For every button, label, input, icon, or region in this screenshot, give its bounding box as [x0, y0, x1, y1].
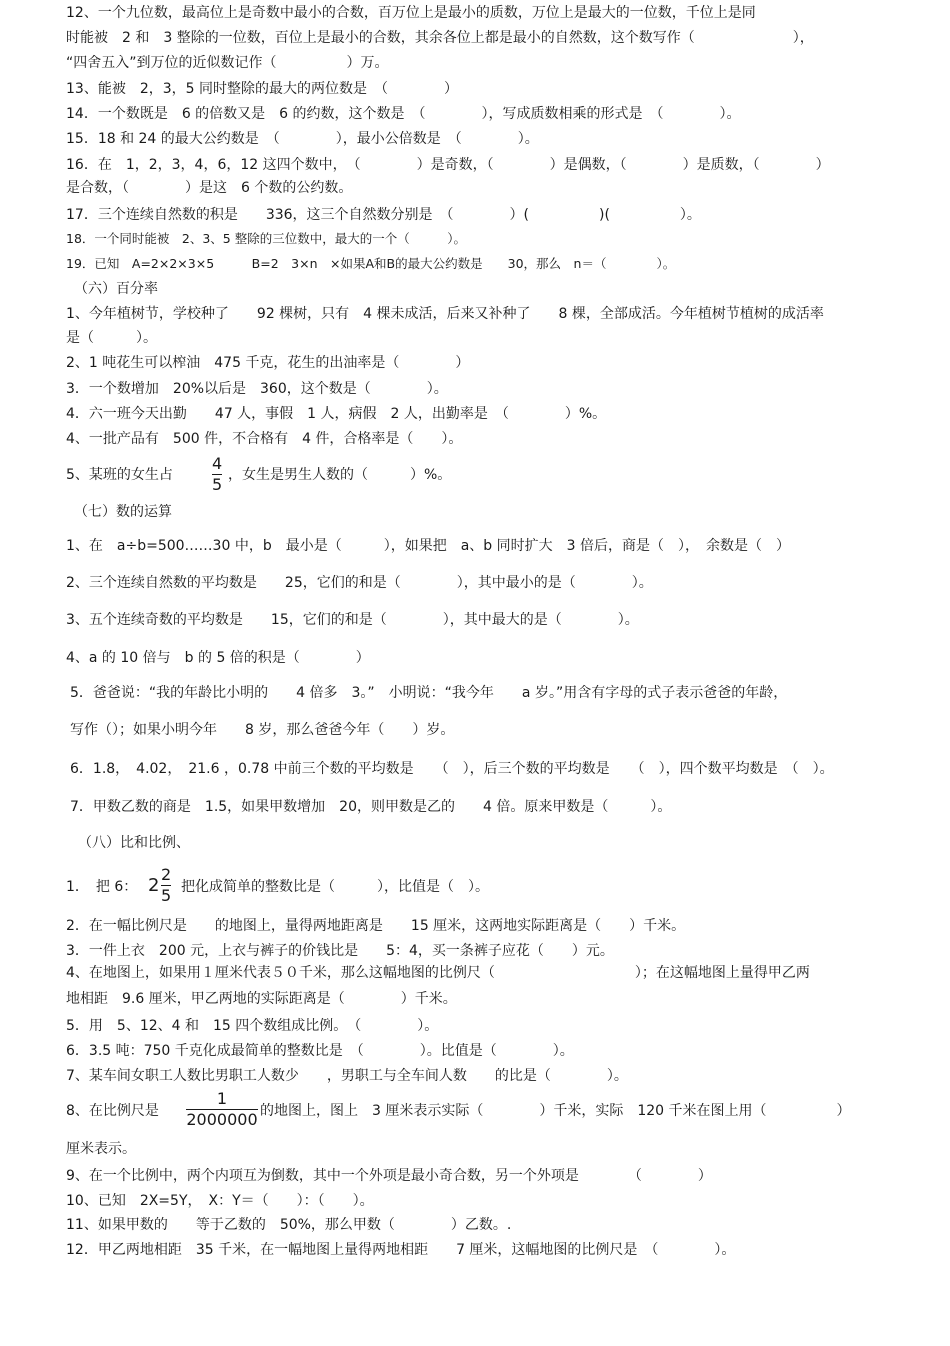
q12-line1: 12、一个九位数，最高位上是奇数中最小的合数，百万位上是最小的质数，万位上是最大的一位数，千位上是同	[66, 5, 756, 21]
r10: 10、已知 2X=5Y， X：Y＝（ ）：（ ）。	[66, 1193, 374, 1209]
fraction-four-fifths	[212, 455, 222, 494]
o7: 7．甲数乙数的商是 1.5，如果甲数增加 20，则甲数是乙的 4 倍。原来甲数是（ ）。	[70, 799, 672, 815]
section-percent-heading: （六）百分率	[74, 281, 158, 297]
q12-line3: “四舍五入”到万位的近似数记作（ ）万。	[66, 55, 389, 71]
q16-line2: 是合数，（ ）是这 6 个数的公约数。	[66, 180, 353, 196]
p3: 3．一个数增加 20%以后是 360，这个数是（ ）。	[66, 381, 448, 397]
section-operations-heading: （七）数的运算	[74, 504, 172, 520]
r8-line2: 厘米表示。	[66, 1141, 136, 1157]
o1: 1、在 a÷b=500……30 中，b 最小是（ ），如果把 a、b 同时扩大 3 倍后，商是（ ）， 余数是（ ）	[66, 538, 790, 554]
p2: 2、1 吨花生可以榨油 475 千克，花生的出油率是（ ）	[66, 355, 470, 371]
p1-line1: 1、今年植树节，学校种了 92 棵树，只有 4 棵未成活，后来又补种了 8 棵，全部成活。今年植树节植树的成活率	[66, 306, 824, 322]
fraction-denominator: 5	[161, 886, 172, 905]
r8-suffix: 的地图上，图上 3 厘米表示实际（ ）千米，实际 120 千米在图上用（ ）	[260, 1103, 851, 1119]
fraction-scale	[186, 1090, 258, 1129]
p4b: 4、一批产品有 500 件，不合格有 4 件，合格率是（ ）。	[66, 431, 463, 447]
r12: 12．甲乙两地相距 35 千米，在一幅地图上量得两地相距 7 厘米，这幅地图的比例尺是 （ ）。	[66, 1242, 736, 1258]
q17: 17．三个连续自然数的积是 336，这三个自然数分别是 （ ）( )( ）。	[66, 207, 701, 223]
q18: 18．一个同时能被 2、3、5 整除的三位数中，最大的一个（ ）。	[66, 231, 466, 246]
r8-prefix: 8、在比例尺是	[66, 1103, 159, 1119]
p5-suffix: ，女生是男生人数的（ ）%。	[228, 467, 452, 483]
p5-prefix: 5、某班的女生占	[66, 467, 173, 483]
o5-line2: 写作（）；如果小明今年 8 岁，那么爸爸今年（ ）岁。	[70, 722, 455, 738]
fraction-denominator: 2000000	[186, 1110, 258, 1129]
r1-prefix: 1． 把 6：	[66, 879, 138, 895]
o6: 6．1.8， 4.02， 21.6 ，0.78 中前三个数的平均数是 （ ），后三个数的平均数是 （ ），四个数平均数是 （ ）。	[70, 761, 834, 777]
o3: 3、五个连续奇数的平均数是 15，它们的和是（ ），其中最大的是（ ）。	[66, 612, 639, 628]
r7: 7、某车间女职工人数比男职工人数少 ，男职工与全车间人数 的比是（ ）。	[66, 1068, 628, 1084]
o4: 4、a 的 10 倍与 b 的 5 倍的积是（ ）	[66, 650, 370, 666]
r3: 3．一件上衣 200 元，上衣与裤子的价钱比是 5：4，买一条裤子应花（ ）元。	[66, 943, 614, 959]
fraction-numerator: 4	[212, 454, 223, 473]
q19: 19．已知 A=2×2×3×5 B=2 3×n ×如果A和B的最大公约数是 30，那么 n＝（ ）。	[66, 256, 676, 271]
q16-line1: 16．在 1，2，3，4，6，12 这四个数中， （ ）是奇数，（ ）是偶数，（ ）是质数，（ ）	[66, 157, 830, 173]
p4: 4．六一班今天出勤 47 人，事假 1 人，病假 2 人，出勤率是 （ ）%。	[66, 406, 607, 422]
r2: 2．在一幅比例尺是 的地图上，量得两地距离是 15 厘米，这两地实际距离是（ ）千米。	[66, 918, 686, 934]
q13: 13、能被 2，3，5 同时整除的最大的两位数是 （ ）	[66, 81, 458, 97]
r6: 6．3.5 吨：750 千克化成最简单的整数比是 （ ）。比值是（ ）。	[66, 1043, 574, 1059]
q15: 15．18 和 24 的最大公约数是 （ ），最小公倍数是 （ ）。	[66, 131, 539, 147]
fraction-numerator: 2	[161, 865, 172, 884]
r9: 9、在一个比例中，两个内项互为倒数，其中一个外项是最小奇合数，另一个外项是 （ ）	[66, 1168, 712, 1184]
q14: 14．一个数既是 6 的倍数又是 6 的约数，这个数是 （ ），写成质数相乘的形式是 （ ）。	[66, 106, 741, 122]
r4-line1: 4、在地图上，如果用１厘米代表５０千米，那么这幅地图的比例尺（ ）；在这幅地图上量得甲乙两	[66, 965, 810, 981]
r1-suffix: 把化成简单的整数比是（ ），比值是（ ）。	[181, 879, 489, 895]
fraction-two-fifths	[161, 866, 171, 905]
o2: 2、三个连续自然数的平均数是 25，它们的和是（ ），其中最小的是（ ）。	[66, 575, 653, 591]
q12-line2: 时能被 2 和 3 整除的一位数，百位上是最小的合数，其余各位上都是最小的自然数，这个数写作（ ），	[66, 30, 814, 46]
o5-line1: 5．爸爸说：“我的年龄比小明的 4 倍多 3。” 小明说：“我今年 a 岁。”用含有字母的式子表示爸爸的年龄，	[70, 685, 788, 701]
r4-line2: 地相距 9.6 厘米，甲乙两地的实际距离是（ ）千米。	[66, 991, 457, 1007]
section-ratio-heading: （八）比和比例、	[78, 835, 190, 851]
fraction-numerator: 1	[216, 1089, 228, 1108]
p1-line2: 是（ ）。	[66, 330, 157, 346]
fraction-denominator: 5	[212, 475, 223, 494]
r11: 11、如果甲数的 等于乙数的 50%，那么甲数（ ）乙数。.	[66, 1217, 512, 1233]
r5: 5．用 5、12、4 和 15 四个数组成比例。 （ ）。	[66, 1018, 439, 1034]
mixed-number-whole: 2	[148, 875, 160, 896]
